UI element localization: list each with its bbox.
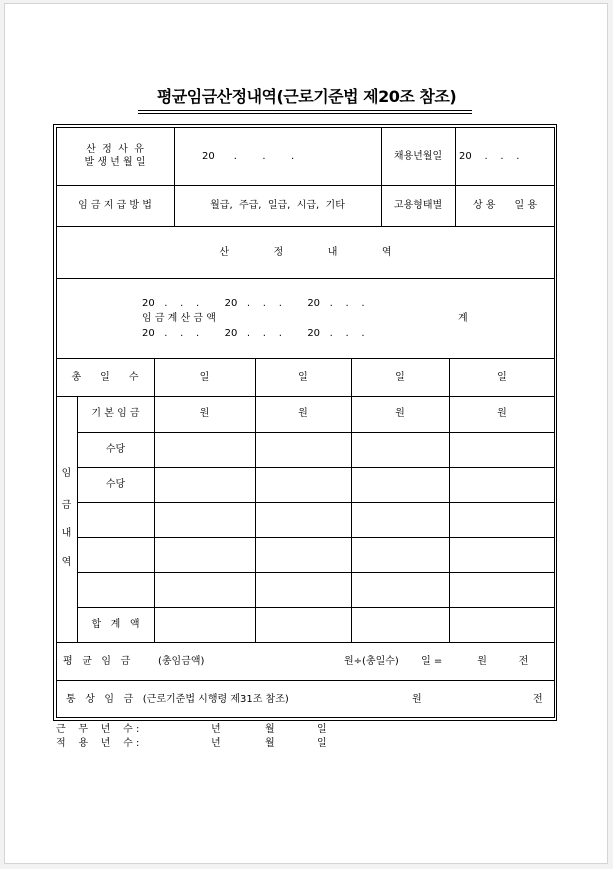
won-unit: 원 (298, 408, 308, 419)
row-divider (77, 467, 555, 468)
won-unit: 원 (395, 408, 405, 419)
ordinary-wage-won: 원 (412, 694, 422, 705)
months-unit: 월 (265, 724, 275, 735)
hire-date-field[interactable]: 20 . . . (459, 151, 520, 162)
service-years-label: 근 무 년 수 : (56, 724, 140, 735)
years-unit: 년 (211, 724, 221, 735)
period-total-label: 계 (458, 313, 468, 324)
row-divider (56, 358, 555, 359)
wage-details-side-label: 임 (61, 468, 72, 479)
row-divider (77, 572, 555, 573)
won-unit: 원 (497, 408, 507, 419)
section-heading: 산 정 내 역 (219, 247, 392, 258)
base-wage-label: 기 본 임 금 (91, 408, 140, 419)
sum-label: 합 계 액 (91, 619, 140, 630)
period-from-line[interactable]: 20 . . . 20 . . . 20 . . . (142, 298, 365, 309)
row-divider (56, 680, 555, 681)
day-unit: 일 (497, 372, 507, 383)
column-divider (77, 396, 78, 642)
average-wage-label: 평 균 임 금 (63, 656, 131, 667)
days-unit: 일 (317, 738, 327, 749)
row-divider (56, 226, 555, 227)
won-unit: 원 (199, 408, 210, 419)
employment-type-options[interactable]: 상 용 일 용 (472, 200, 538, 211)
day-unit: 일 (199, 372, 210, 383)
total-days-label: 총 일 수 (71, 372, 139, 383)
wage-calc-amount-label: 임 금 계 산 금 액 (142, 313, 216, 324)
pay-method-options[interactable]: 월급, 주급, 일급, 시급, 기타 (210, 200, 345, 211)
pay-method-label: 임 금 지 급 방 법 (78, 200, 152, 211)
wage-details-side-label: 금 (61, 500, 72, 511)
day-unit: 일 (395, 372, 405, 383)
period-to-line[interactable]: 20 . . . 20 . . . 20 . . . (142, 328, 365, 339)
row-divider (77, 537, 555, 538)
years-unit: 년 (211, 738, 221, 749)
row-divider (77, 502, 555, 503)
title-underline (138, 113, 472, 114)
average-wage-formula: (총임금액) (158, 656, 205, 667)
applied-years-label: 적 용 년 수 : (56, 738, 140, 749)
hire-date-label: 채용년월일 (393, 151, 443, 162)
column-divider (351, 358, 352, 642)
wage-details-side-label: 내 (61, 528, 72, 539)
row-divider (56, 642, 555, 643)
row-divider (77, 432, 555, 433)
row-divider (56, 185, 555, 186)
title-underline (138, 110, 472, 111)
column-divider (255, 358, 256, 642)
column-divider (154, 358, 155, 642)
row-divider (56, 278, 555, 279)
day-unit: 일 (298, 372, 308, 383)
months-unit: 월 (265, 738, 275, 749)
wage-details-side-label: 역 (61, 557, 72, 568)
average-wage-divider[interactable]: 원÷(총일수) 일 = 원 전 (344, 656, 529, 667)
employment-type-label: 고용형태별 (393, 200, 443, 211)
occurrence-date-field[interactable]: 20 . . . (202, 151, 295, 162)
column-divider (449, 358, 450, 642)
document-title: 평균임금산정내역(근로기준법 제20조 참조) (156, 87, 457, 106)
calculation-reason-label: 산 정 사 유 (86, 144, 144, 155)
ordinary-wage-label: 통 상 임 금 (근로기준법 시행령 제31조 참조) (66, 694, 289, 705)
occurrence-date-label: 발 생 년 월 일 (84, 157, 146, 168)
row-divider (56, 396, 555, 397)
allowance-label: 수당 (105, 479, 126, 490)
ordinary-wage-jeon: 전 (533, 694, 543, 705)
row-divider (77, 607, 555, 608)
allowance-label: 수당 (105, 444, 126, 455)
days-unit: 일 (317, 724, 327, 735)
